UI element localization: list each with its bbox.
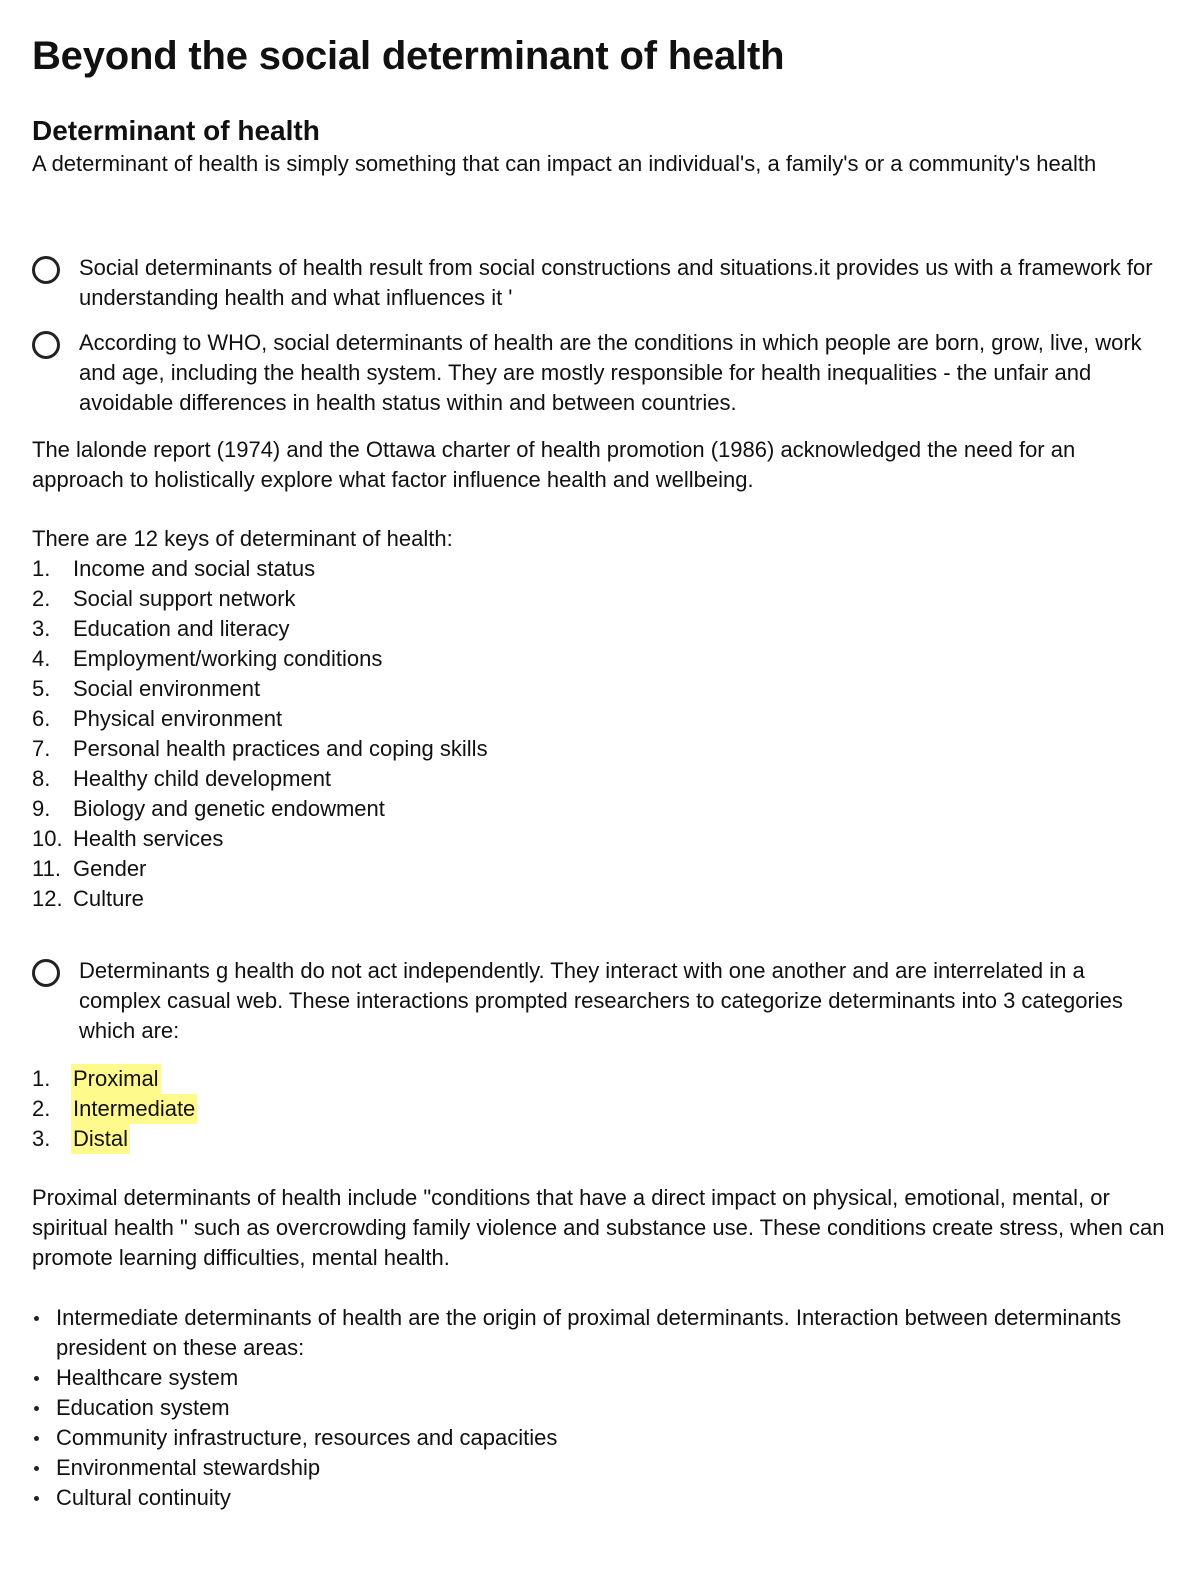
list-label: Biology and genetic endowment — [73, 796, 385, 821]
section-heading: Determinant of health — [32, 115, 320, 146]
bullet-text: Healthcare system — [56, 1365, 239, 1390]
bullet-text: Intermediate determinants of health are the origin of proximal determinants. Interaction between determinants president on these areas: — [56, 1305, 1122, 1360]
bullet-dot-icon — [34, 1316, 39, 1321]
list-number: 5. — [32, 676, 51, 701]
bullet-dot-icon — [34, 1496, 39, 1501]
bullet-text: Cultural continuity — [56, 1485, 231, 1510]
bullet-item — [32, 1363, 1172, 1393]
circle-list-item — [32, 956, 1172, 1046]
list-number: 1. — [32, 1066, 51, 1091]
list-number: 8. — [32, 766, 51, 791]
list-number: 9. — [32, 796, 51, 821]
bullet-item — [32, 1453, 1172, 1483]
list-number: 2. — [32, 1096, 51, 1121]
bullet-dot-icon — [34, 1466, 39, 1471]
page-title: Beyond the social determinant of health — [32, 34, 785, 78]
bullet-dot-icon — [34, 1436, 39, 1441]
circle-bullet-icon — [32, 959, 60, 987]
circle-list-item — [32, 328, 1172, 418]
list-number: 7. — [32, 736, 51, 761]
highlighted-category: Distal — [71, 1124, 130, 1154]
circle-item-text: Determinants g health do not act independently. They interact with one another and are interrelated in a complex casual web. These interactions prompted researchers to categorize determinants into 3 categories which are: — [79, 958, 1123, 1043]
highlighted-category: Intermediate — [71, 1094, 197, 1124]
list-number: 12. — [32, 886, 63, 911]
circle-item-text: According to WHO, social determinants of health are the conditions in which people are born, grow, live, work and age, including the health system. They are mostly responsible for health inequalities - the unfair and avoidable differences in health status within and between countries. — [79, 330, 1142, 415]
list-label: Healthy child development — [73, 766, 332, 791]
definition-paragraph: A determinant of health is simply something that can impact an individual's, a family's or a community's health — [32, 151, 1097, 176]
list-number: 3. — [32, 616, 51, 641]
list-label: Education and literacy — [73, 616, 290, 641]
list-label: Physical environment — [73, 706, 283, 731]
bullet-text: Community infrastructure, resources and capacities — [56, 1425, 558, 1450]
list-number: 6. — [32, 706, 51, 731]
list-label: Health services — [73, 826, 224, 851]
bullet-item — [32, 1423, 1172, 1453]
list-label: Social environment — [73, 676, 261, 701]
list-number: 3. — [32, 1126, 51, 1151]
list-label: Employment/working conditions — [73, 646, 383, 671]
bullet-dot-icon — [34, 1406, 39, 1411]
intermediate-bullet-list — [32, 1303, 1172, 1513]
circle-bullet-icon — [32, 256, 60, 284]
proximal-paragraph: Proximal determinants of health include "conditions that have a direct impact on physical, emotional, mental, or spiritual health " such as overcrowding family violence and substance use. These conditions create stress, when can promote learning difficulties, mental health. — [32, 1185, 1165, 1270]
list-label: Culture — [73, 886, 144, 911]
circle-item-text: Social determinants of health result from social constructions and situations.it provides us with a framework for understanding health and what influences it ' — [79, 255, 1153, 310]
list-number: 10. — [32, 826, 63, 851]
bullet-item — [32, 1393, 1172, 1423]
list-label: Income and social status — [73, 556, 316, 581]
circle-bullet-icon — [32, 331, 60, 359]
bullet-text: Education system — [56, 1395, 230, 1420]
circle-list-item — [32, 253, 1172, 313]
highlighted-category: Proximal — [71, 1064, 161, 1094]
bullet-dot-icon — [34, 1376, 39, 1381]
keys-intro: There are 12 keys of determinant of health: — [32, 526, 453, 551]
bullet-text: Environmental stewardship — [56, 1455, 321, 1480]
list-number: 2. — [32, 586, 51, 611]
list-number: 11. — [32, 856, 61, 881]
lalonde-paragraph: The lalonde report (1974) and the Ottawa charter of health promotion (1986) acknowledged the need for an approach to holistically explore what factor influence health and wellbeing. — [32, 437, 1076, 492]
list-number: 1. — [32, 556, 51, 581]
bullet-item — [32, 1303, 1172, 1363]
bullet-item — [32, 1483, 1172, 1513]
list-label: Gender — [73, 856, 147, 881]
list-label: Personal health practices and coping skills — [73, 736, 488, 761]
list-label: Social support network — [73, 586, 296, 611]
list-number: 4. — [32, 646, 51, 671]
